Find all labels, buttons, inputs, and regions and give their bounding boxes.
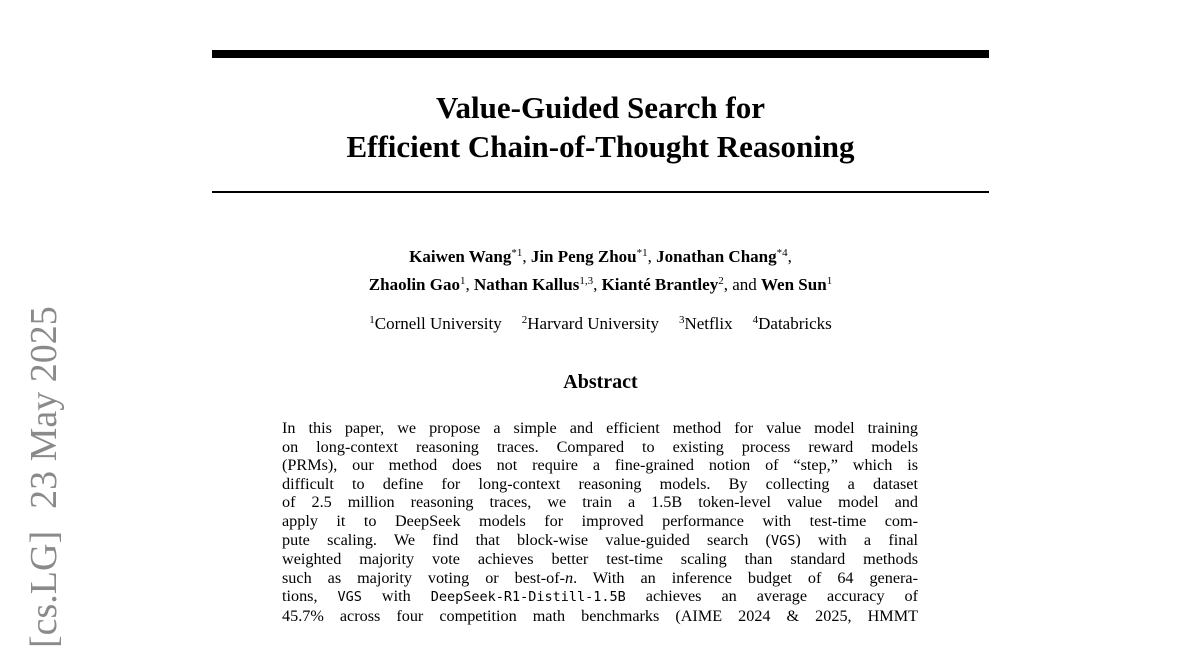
abstract-text: pute scaling. We find that block-wise value-guided search ( <box>282 530 771 549</box>
author-list <box>212 243 989 299</box>
abstract-text: ) with a final <box>795 530 918 549</box>
author-affiliation-mark: 1 <box>459 275 466 287</box>
author-separator: , <box>465 275 474 294</box>
affiliation-name: Cornell University <box>374 314 502 333</box>
author-affiliation-mark: *1 <box>511 247 523 259</box>
title-line-2: Efficient Chain-of-Thought Reasoning <box>346 129 855 164</box>
author-name: Zhaolin Gao <box>368 275 460 294</box>
affiliation-item <box>679 314 733 333</box>
code-term: VGS <box>337 589 362 606</box>
abstract-text: of 2.5 million reasoning traces, we train a 1.5B token-level value model and <box>282 493 918 512</box>
abstract-text: such as majority voting or best-of- <box>282 568 565 587</box>
affiliation-mark: 1 <box>369 314 375 326</box>
abstract-line <box>282 587 918 607</box>
abstract-line <box>282 419 918 438</box>
abstract-text: weighted majority vote achieves better test-time scaling than standard methods <box>282 550 918 569</box>
arxiv-category: [cs.LG] <box>23 530 65 648</box>
arxiv-stamp <box>20 306 68 648</box>
affiliation-item <box>369 314 502 333</box>
author-separator: , <box>522 247 531 266</box>
abstract-body <box>282 419 918 626</box>
abstract-line <box>282 456 918 475</box>
title-line-1: Value-Guided Search for <box>436 90 765 125</box>
author-name: Wen Sun <box>761 275 827 294</box>
abstract-line <box>282 512 918 531</box>
abstract-line <box>282 475 918 494</box>
abstract-text: . With an inference budget of 64 genera- <box>573 568 918 587</box>
author-separator: , and <box>723 275 761 294</box>
affiliation-mark: 3 <box>678 314 685 326</box>
abstract-line <box>282 438 918 457</box>
author-line-2 <box>212 271 989 299</box>
author-line-1 <box>212 243 989 271</box>
author-affiliation-mark: *1 <box>636 247 648 259</box>
abstract-line <box>282 531 918 551</box>
paper-title <box>212 88 989 166</box>
code-term: VGS <box>770 532 796 549</box>
abstract-text: on long-context reasoning traces. Compared to existing process reward models <box>282 437 918 456</box>
author-name: Nathan Kallus <box>473 275 580 294</box>
author-affiliation-mark: *4 <box>776 247 788 259</box>
affiliation-item <box>753 314 832 333</box>
abstract-heading: Abstract <box>563 371 638 393</box>
affiliation-name: Harvard University <box>527 314 659 333</box>
author-name: Jonathan Chang <box>656 247 777 266</box>
affiliations <box>212 312 989 336</box>
abstract-text: 45.7% across four competition math benchmarks (AIME 2024 & 2025, HMMT <box>282 606 918 625</box>
abstract-text: In this paper, we propose a simple and efficient method for value model training <box>282 419 918 437</box>
title-rule <box>212 191 989 193</box>
arxiv-date: 23 May 2025 <box>23 306 65 509</box>
top-rule <box>212 50 989 58</box>
abstract-line <box>282 493 918 512</box>
math-symbol: n <box>564 568 574 587</box>
author-affiliation-mark: 1 <box>826 275 833 287</box>
abstract-text: achieves an average accuracy of <box>625 587 919 606</box>
abstract-line <box>282 569 918 588</box>
author-separator: , <box>647 247 657 266</box>
abstract-text: apply it to DeepSeek models for improved performance with test-time com- <box>282 511 918 530</box>
author-name: Kianté Brantley <box>601 275 719 294</box>
abstract-text: tions, <box>282 587 338 606</box>
affiliation-name: Netflix <box>684 314 733 333</box>
abstract-text: difficult to define for long-context reasoning models. By collecting a dataset <box>282 474 918 493</box>
affiliation-mark: 2 <box>521 314 528 326</box>
author-affiliation-mark: 2 <box>718 275 724 287</box>
author-separator: , <box>787 247 792 266</box>
affiliation-mark: 4 <box>752 314 759 326</box>
abstract-line <box>282 607 918 626</box>
code-term: DeepSeek-R1-Distill-1.5B <box>430 589 626 606</box>
affiliation-item <box>522 314 659 333</box>
author-separator: , <box>593 275 602 294</box>
author-name: Kaiwen Wang <box>409 247 512 266</box>
abstract-text: (PRMs), our method does not require a fine-grained notion of “step,” which is <box>282 456 918 475</box>
abstract-text: with <box>361 587 431 606</box>
author-affiliation-mark: 1,3 <box>579 275 594 287</box>
affiliation-name: Databricks <box>758 314 832 333</box>
abstract-line <box>282 550 918 569</box>
author-name: Jin Peng Zhou <box>530 247 637 266</box>
